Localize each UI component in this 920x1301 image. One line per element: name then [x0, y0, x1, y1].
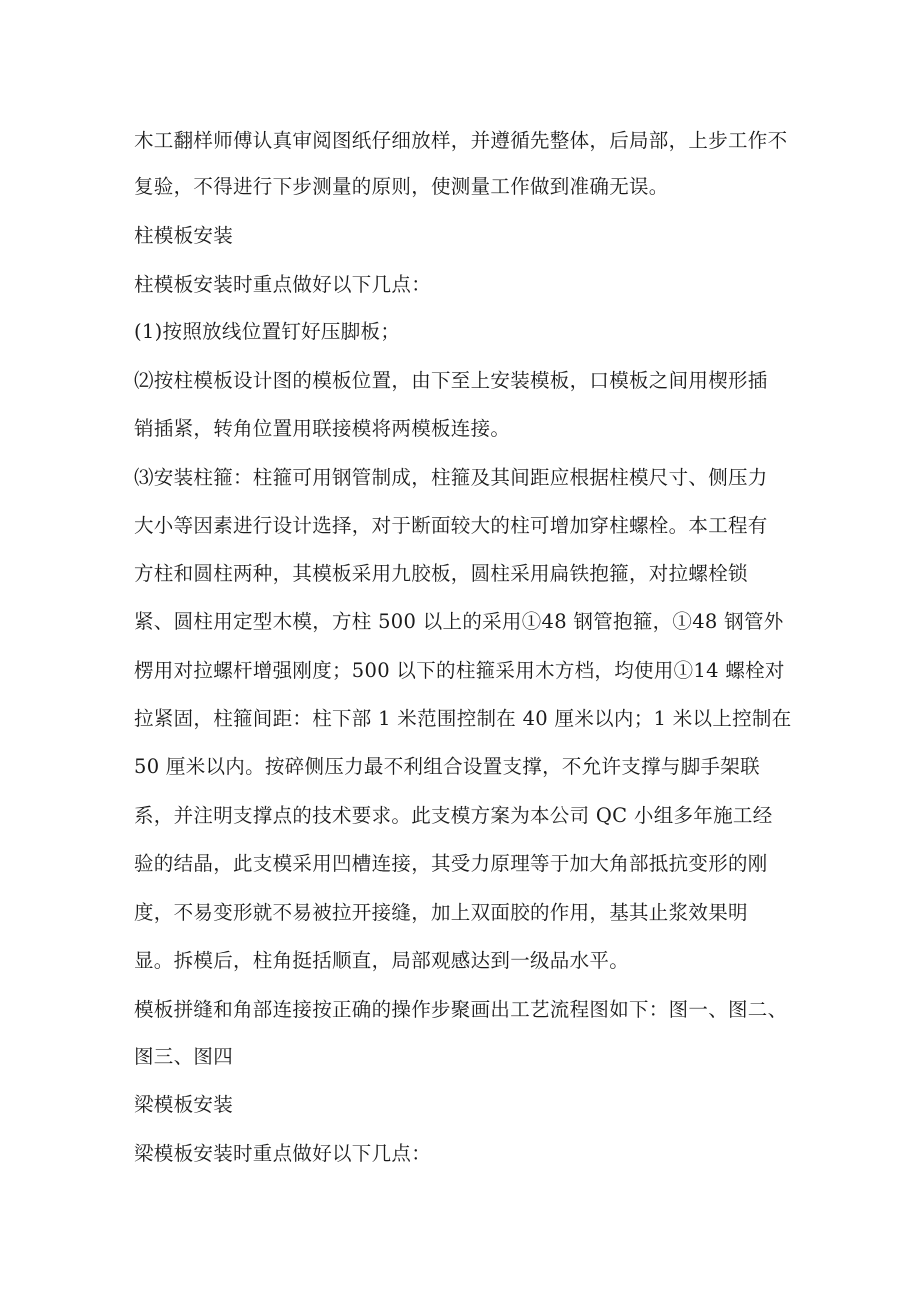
paragraph-line: 验的结晶，此支模采用凹槽连接，其受力原理等于加大角部抵抗变形的刚 [134, 852, 768, 875]
paragraph-line: 楞用对拉螺杆增强刚度；500 以下的柱箍采用木方档，均使用①14 螺栓对 [134, 659, 785, 682]
paragraph-line: 复验，不得进行下步测量的原则，使测量工作做到准确无误。 [134, 175, 669, 198]
paragraph-line: 图三、图四 [134, 1045, 234, 1068]
paragraph-line: 木工翻样师傅认真审阅图纸仔细放样，并遵循先整体，后局部，上步工作不 [134, 129, 788, 152]
paragraph-line: 系，并注明支撑点的技术要求。此支模方案为本公司 QC 小组多年施工经 [134, 804, 773, 827]
paragraph-line: 拉紧固，柱箍间距：柱下部 1 米范围控制在 40 厘米以内；1 米以上控制在 [134, 707, 792, 730]
paragraph-line: 显。拆模后，柱角挺括顺直，局部观感达到一级品水平。 [134, 949, 630, 972]
section-heading: 梁模板安装 [134, 1093, 234, 1116]
paragraph-line: 度，不易变形就不易被拉开接缝，加上双面胶的作用，基其止浆效果明 [134, 901, 748, 924]
list-item: ⑵按柱模板设计图的模板位置，由下至上安装模板，口模板之间用楔形插 [134, 369, 768, 392]
list-item: (1)按照放线位置钉好压脚板； [134, 320, 401, 343]
paragraph-line: 模板拼缝和角部连接按正确的操作步聚画出工艺流程图如下：图一、图二、 [134, 998, 788, 1021]
section-heading: 柱模板安装 [134, 224, 234, 247]
paragraph-line: 方柱和圆柱两种，其模板采用九胶板，圆柱采用扁铁抱箍，对拉螺栓锁 [134, 562, 748, 585]
paragraph-line: 紧、圆柱用定型木模，方柱 500 以上的采用①48 钢管抱箍，①48 钢管外 [134, 610, 784, 633]
paragraph-line: 销插紧，转角位置用联接模将两模板连接。 [134, 417, 511, 440]
paragraph-line: 柱模板安装时重点做好以下几点： [134, 273, 432, 296]
paragraph-line: 梁模板安装时重点做好以下几点： [134, 1142, 432, 1165]
paragraph-line: 50 厘米以内。按碎侧压力最不利组合设置支撑，不允许支撑与脚手架联 [134, 755, 760, 778]
paragraph-line: 大小等因素进行设计选择，对于断面较大的柱可增加穿柱螺栓。本工程有 [134, 514, 768, 537]
list-item: ⑶安装柱箍：柱箍可用钢管制成，柱箍及其间距应根据柱模尺寸、侧压力 [134, 466, 768, 489]
